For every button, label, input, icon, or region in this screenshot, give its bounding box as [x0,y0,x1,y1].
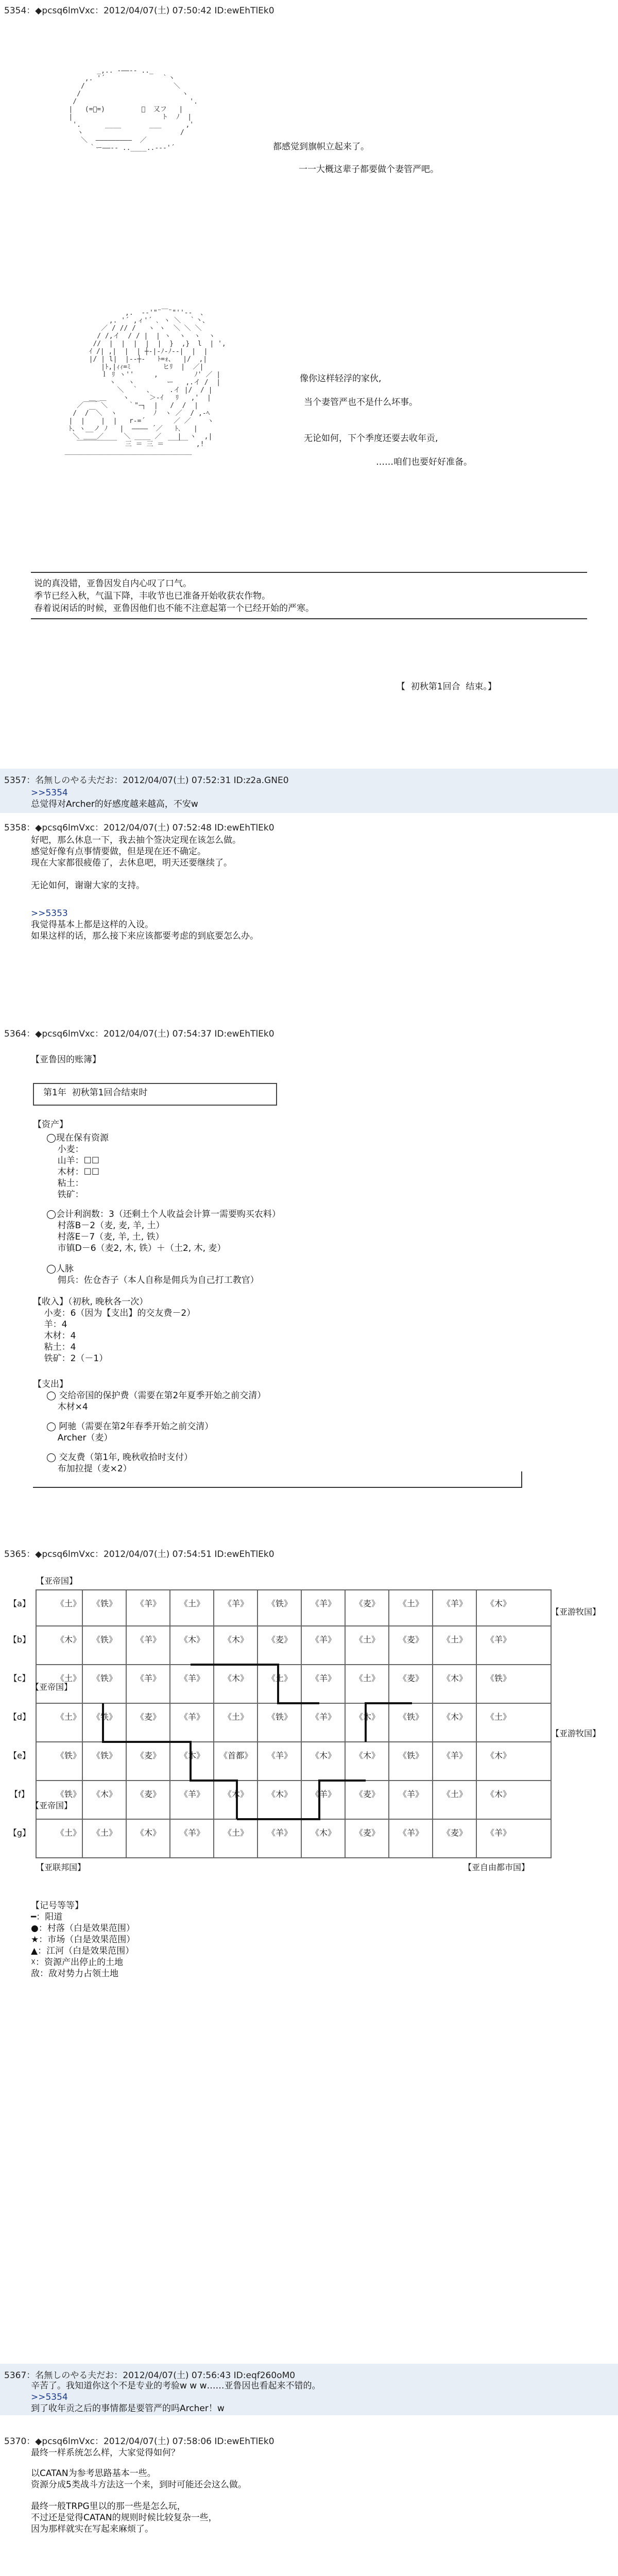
map-tile: 《土》 [223,1712,248,1722]
reply-link[interactable]: >>5354 [31,788,68,798]
map-tile: 《木》 [486,1599,511,1608]
resource-line: 粘土： [46,1178,84,1189]
map-legend-item: ☓：资源产出停止的土地 [31,1957,124,1968]
map-tile: 《麦》 [135,1712,161,1722]
territory-map [8,1574,603,1884]
dialogue-line: 都感觉到旗帜立起来了。 [273,142,369,152]
reply-link[interactable]: >>5354 [31,2392,68,2402]
map-legend-item: ●：村落（白是效果范围） [31,1923,135,1934]
post-line: 我觉得基本上都是这样的入设。 [31,920,153,930]
map-row-letter: 【f】 [10,1789,29,1799]
post-line: 好吧，那么休息一下，我去抽个签决定现在该怎么做。 [31,835,241,845]
map-tile: 《麦》 [442,1828,467,1838]
map-row-letter: 【g】 [8,1828,31,1838]
map-tile: 《土》 [354,1673,380,1683]
post-line: 无论如何，谢谢大家的支持。 [31,880,145,891]
map-tile: 《羊》 [442,1599,467,1608]
map-tile: 《首都》 [219,1751,252,1760]
map-legend-item: ★：市场（白是效果范围） [31,1935,135,1945]
map-tile: 《麦》 [398,1673,423,1683]
resource-line: 小麦： [46,1144,84,1155]
map-label-right-top: 【亚游牧国】 [551,1607,601,1617]
map-tile: 《铁》 [56,1789,81,1799]
post-header: 5365：◆pcsq6lmVxc：2012/04/07(土) 07:54:51 ID:ewEhTlEk0 [4,1549,274,1560]
expense-line: ◯ 阿驰（需要在第2年春季开始之前交清） [46,1421,214,1432]
map-tile: 《土》 [442,1635,467,1645]
dialogue-line: 无论如何，下个季度还要去收年贡, [304,433,438,444]
ascii-art-face: _,.. -――-- .._ ,. '´ ｀丶 / ＼ / ヽ / '. | (=ﾟ=) ｛ 又フ | | ト ﾉ | '. ____ ___ ,' ヽ / ＼ ――――――――― ／ ｀ー――-- ..____..--‐'´ [68,67,198,152]
resource-line: 木材：☐☐ [46,1167,100,1177]
resource-line: 铁矿： [46,1190,84,1200]
map-tile: 《木》 [354,1712,380,1722]
expense-line: 布加拉提（麦×2） [46,1464,132,1474]
map-tile: 《羊》 [311,1635,336,1645]
map-tile: 《羊》 [486,1828,511,1838]
ledger-rule-bottom [33,1487,522,1488]
map-tile: 《麦》 [267,1635,292,1645]
income-line: 粘土：4 [33,1342,76,1352]
map-tile: 《羊》 [442,1751,467,1760]
map-tile: 《铁》 [486,1673,511,1683]
map-tile: 《铁》 [92,1712,117,1722]
map-tile: 《铁》 [92,1599,117,1608]
map-tile: 《羊》 [179,1712,204,1722]
map-tile: 《木》 [442,1712,467,1722]
map-tile: 《土》 [56,1712,81,1722]
post-line: 辛苦了。我知道你这个不是专业的考验w w w……亚鲁因也看起来不错的。 [31,2381,321,2391]
map-tile: 《羊》 [398,1828,423,1838]
post-line: 以CATAN为参考思路基本一些。 [31,2468,156,2479]
map-tile: 《铁》 [398,1712,423,1722]
dialogue-line: ……咱们也要好好准备。 [376,457,472,467]
map-legend-item: ▲：江河（白是效果范围） [31,1946,134,1956]
map-tile: 《麦》 [398,1635,423,1645]
map-tile: 《木》 [92,1789,117,1799]
map-tile: 《羊》 [135,1673,161,1683]
map-tile: 《木》 [56,1635,81,1645]
dialogue-line: 像你这样轻浮的家伙, [300,374,382,384]
map-label-top-left: 【亚帝国】 [36,1576,78,1586]
map-tile: 《羊》 [135,1599,161,1608]
income-line: 木材：4 [33,1331,76,1341]
resource-line: ◯会计利润数：3（还剩土个人收益会计算一需要购买农料） [46,1209,281,1219]
map-tile: 《羊》 [179,1789,204,1799]
post-line: 总觉得对Archer的好感度越来越高，不安w [31,799,198,809]
map-tile: 《木》 [223,1635,248,1645]
map-tile: 《木》 [179,1635,204,1645]
post-header: 5358：◆pcsq6lmVxc：2012/04/07(土) 07:52:48 ID:ewEhTlEk0 [4,823,274,833]
map-tile: 《羊》 [267,1828,292,1838]
map-tile: 《土》 [92,1828,117,1838]
expense-line: 木材×4 [46,1402,88,1412]
map-tile: 《羊》 [179,1828,204,1838]
map-label-right-mid: 【亚游牧国】 [551,1728,601,1738]
dialogue-line: 一一大概这辈子都要做个妻管严吧。 [299,164,439,175]
resource-line: 佣兵：佐仓杏子（本人自称是佣兵为自己打工教官） [46,1275,259,1285]
map-tile: 《土》 [354,1635,380,1645]
resource-line: 市镇D－6（麦2, 木, 铁）＋（土2, 木, 麦） [46,1243,226,1253]
post-header: 5370：◆pcsq6lmVxc：2012/04/07(土) 07:58:06 ID:ewEhTlEk0 [4,2436,274,2447]
narration-line: 说的真没错，亚鲁因发自内心叹了口气。 [34,579,192,589]
map-tile: 《土》 [267,1673,292,1683]
map-tile: 《土》 [56,1599,81,1608]
expense-line: Archer（麦） [46,1433,113,1443]
post-line: 因为那样就实在写起来麻烦了。 [31,2524,153,2534]
reply-link[interactable]: >>5353 [31,908,68,919]
post-line: 到了收年贡之后的事情都是要管严的吗Archer！w [31,2403,225,2414]
map-label-left-lower: 【亚帝国】 [31,1801,73,1810]
map-tile: 《木》 [179,1751,204,1760]
post-line: 最终一般TRPG里以的那一些是怎么玩， [31,2501,186,2512]
post-line: 最终一样系统怎么样，大家觉得如何？ [31,2448,180,2458]
post-line: 感觉好像有点事情要做，但是现在还不确定。 [31,846,206,857]
map-tile: 《羊》 [135,1635,161,1645]
map-tile: 《土》 [56,1828,81,1838]
map-tile: 《麦》 [135,1789,161,1799]
map-tile: 《铁》 [398,1751,423,1760]
map-tile: 《土》 [442,1789,467,1799]
map-tile: 《木》 [135,1828,161,1838]
ledger-title: 【亚鲁因的账簿】 [31,1055,101,1065]
map-tile: 《木》 [267,1789,292,1799]
post-header: 5364：◆pcsq6lmVxc：2012/04/07(土) 07:54:37 ID:ewEhTlEk0 [4,1029,274,1039]
map-row-letter: 【c】 [9,1673,30,1683]
post-header: 5354：◆pcsq6lmVxc：2012/04/07(土) 07:50:42 ID:ewEhTlEk0 [4,6,274,16]
ledger-rule-right [521,1471,522,1488]
map-label-bottom-left: 【亚联邦国】 [36,1862,86,1872]
map-tile: 《羊》 [311,1673,336,1683]
resource-line: 山羊：☐☐ [46,1156,100,1166]
map-tile: 《羊》 [486,1635,511,1645]
map-row-letter: 【e】 [9,1751,30,1760]
expense-heading: 【支出】 [33,1379,68,1389]
map-tile: 《麦》 [135,1751,161,1760]
map-tile: 《木》 [223,1673,248,1683]
map-tile: 《铁》 [92,1751,117,1760]
post-line: 不过还是觉得CATAN的规则时候比较复杂一些， [31,2513,217,2523]
map-tile: 《土》 [486,1712,511,1722]
map-tile: 《土》 [223,1828,248,1838]
map-tile: 《铁》 [267,1599,292,1608]
map-tile: 《木》 [311,1828,336,1838]
map-tile: 《木》 [223,1789,248,1799]
resource-line: 村落B－2（麦, 麦, 羊, 土） [46,1221,165,1231]
map-legend-item: ━：阳道 [31,1912,63,1922]
post-line: 如果这样的话，那么接下来应该都要考虑的到底要怎么办。 [31,931,259,941]
map-tile: 《木》 [442,1673,467,1683]
resource-heading: 【资产】 [33,1120,68,1130]
narration-rule-top [31,572,587,573]
map-tile: 《铁》 [92,1673,117,1683]
map-tile: 《羊》 [179,1673,204,1683]
income-line: 小麦：6（因为【支出】的交友费－2） [33,1308,196,1318]
map-label-left-mid: 【亚帝国】 [31,1682,73,1692]
map-row-letter: 【b】 [8,1635,31,1645]
post-5367 [0,2364,618,2415]
dialogue-line: 当个妻管严也不是什么坏事。 [304,397,418,408]
post-line: 资源分成5类战斗方法这一个来，到时可能还会这么做。 [31,2480,247,2490]
post-header: 5367：名無しのやる夫だお：2012/04/07(土) 07:56:43 ID:eqf260oM0 [4,2370,296,2381]
income-heading: 【收入】（初秋, 晚秋各一次） [33,1297,148,1307]
income-line: 羊：4 [33,1319,67,1330]
map-tile: 《麦》 [354,1599,380,1608]
map-tile: 《羊》 [311,1599,336,1608]
map-tile: 《铁》 [56,1751,81,1760]
ascii-art-character: ,. -‐'"¨￣¨"''‐- 、 ,. '´ ,ィ'´ ､ ヽ ＼ ｀丶、 ／ / // / ヽ ヽ ＼ ＼ ＼ / /,イ / / | | ヽ ヽ ヽ ヽ // | | | | | } ,} l | ', ｲ /| ,| | | ┼‐|‐ﾉ‐ﾉ--| | | |/ | l| |--┼‐ ﾄ=ｫ、 |/ ,| |ﾄ,|ｨｨ=ﾐ ヒﾘ | ／| ｌ ﾘ ヽ'' , ﾉ' ／ | ヽ ヽ ー ,.イ / | ＼ ｀ 、 .イ |/ / | ＿_＿ ヽ ＞‐ｲ ﾘ ,' | ／￣￣ ＼ ｀"ｰ┐ | / / | / /￣＼ ヽ ﾉ ヽ ／ / ,‐ﾍ | | | | r‐=´ ／ ／ ヽ ﾄ、ヽ__ノ ﾉ | ―――― ´／ ﾄ､ | ＼ ＿＿／ ＼ ____ ／ | ヽ ,| ￣￣￣￣￣￣ 三 ＝ 三 ＝ ￣￣￣ ,! ＿＿＿＿＿＿＿＿＿＿＿＿＿＿＿＿＿＿＿ [64,309,226,456]
map-tile: 《土》 [398,1599,423,1608]
post-header: 5357：名無しのやる夫だお：2012/04/07(土) 07:52:31 ID:z2a.GNE0 [4,775,289,786]
chapter-end-label: 【 初秋第1回合 结束。】 [397,682,496,692]
map-tile: 《木》 [486,1751,511,1760]
resource-line: ◯人脉 [46,1264,74,1274]
map-tile: 《土》 [56,1673,81,1683]
map-row-letter: 【d】 [8,1712,31,1722]
map-tile: 《土》 [179,1599,204,1608]
map-tile: 《木》 [311,1751,336,1760]
post-5357 [0,769,618,813]
ledger-period: 第1年 初秋第1回合结束时 [43,1088,148,1098]
narration-rule-bottom [31,618,587,619]
map-tile: 《木》 [486,1789,511,1799]
map-tile: 《麦》 [354,1789,380,1799]
map-tile: 《羊》 [398,1789,423,1799]
map-tile: 《麦》 [354,1828,380,1838]
map-tile: 《铁》 [92,1635,117,1645]
map-legend-title: 【记号等等】 [31,1901,83,1911]
map-tile: 《羊》 [267,1751,292,1760]
map-tile: 《铁》 [267,1712,292,1722]
map-row-letter: 【a】 [9,1599,30,1608]
income-line: 铁矿：2（－1） [33,1353,108,1364]
narration-line: 季节已经入秋，气温下降，丰收节也已准备开始收获农作物。 [34,591,270,601]
map-tile: 《羊》 [311,1712,336,1722]
expense-line: ◯ 交给帝国的保护费（需要在第2年夏季开始之前交清） [46,1391,266,1401]
map-tile: 《木》 [354,1751,380,1760]
map-tile: 《羊》 [223,1599,248,1608]
post-line: 现在大家都很疲倦了，去休息吧，明天还要继续了。 [31,858,232,868]
map-legend-item: 敌：敌对势力占领土地 [31,1969,118,1979]
resource-line: ◯现在保有资源 [46,1133,109,1143]
expense-line: ◯ 交友费（第1年, 晚秋收拾时支付） [46,1452,193,1463]
narration-line: 春着说闲话的时候，亚鲁因他们也不能不注意起第一个已经开始的严寒。 [34,603,314,614]
map-label-bottom-right: 【亚自由都市国】 [464,1862,530,1872]
resource-line: 村落E－7（麦, 羊, 土, 铁） [46,1232,164,1242]
map-tile: 《羊》 [311,1789,336,1799]
